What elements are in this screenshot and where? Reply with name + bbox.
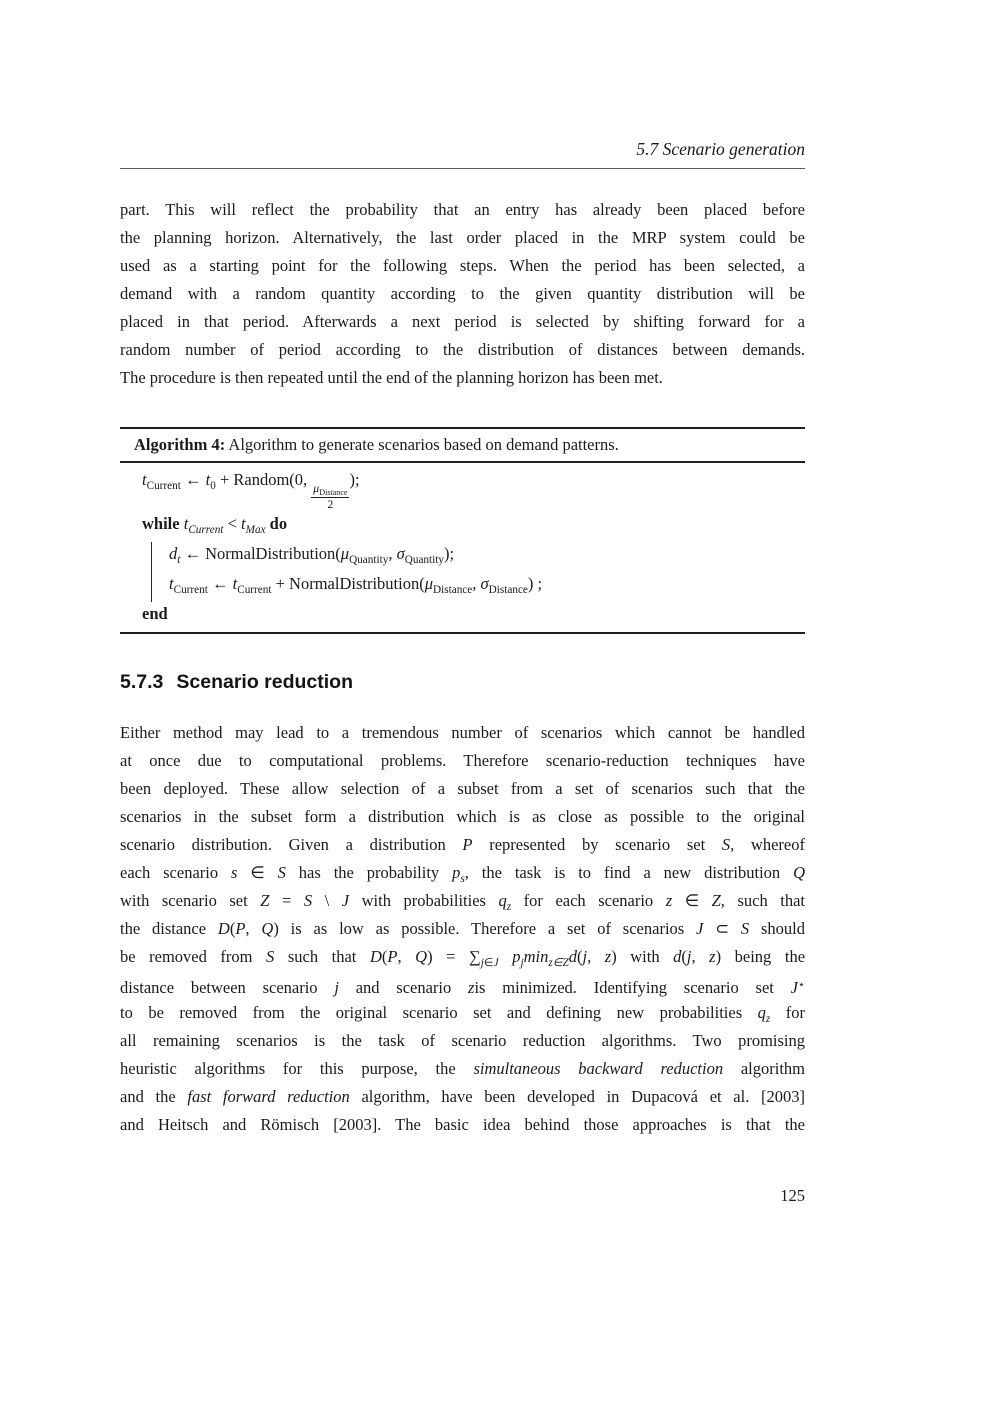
text-line: all remaining scenarios is the task of scenario reduction algorithms. Two promising <box>120 1031 805 1050</box>
text-line: each scenario s ∈ S has the probability $p_s$, the task is to find a new distribution Q <box>120 863 806 885</box>
text-line: and the fast forward reduction algorithm, have been developed in Dupacová et al. [2003] <box>120 1087 805 1106</box>
text-line: The procedure is then repeated until the end of the planning horizon has been met. <box>120 368 663 387</box>
text-line: been deployed. These allow selection of a subset from a set of scenarios such that the <box>120 779 805 798</box>
text-line: part. This will reflect the probability that an entry has already been placed before <box>120 200 805 219</box>
text-line: to be removed from the original scenario set and defining new probabilities $q_z$ for <box>120 1003 805 1025</box>
algorithm-body <box>120 463 805 632</box>
text-line: heuristic algorithms for this purpose, the simultaneous backward reduction algorithm <box>120 1059 806 1078</box>
text-line: be removed from S such that D(P, $Q) = \sum_{j\in J}$ $p_j\min_{z\in Z}d(j$, z) with d(j, z) being the <box>120 947 806 969</box>
text-line: the planning horizon. Alternatively, the last order placed in the MRP system could be <box>120 228 805 247</box>
section-heading <box>120 671 353 694</box>
algorithm-statement: $t_{Current}$ ← $t_0$ + Random(0, $\frac{\mu_{Distance}}{2}$ ); <box>142 470 360 512</box>
text-line: demand with a random quantity according to the given quantity distribution will be <box>120 284 805 303</box>
algorithm-caption <box>120 429 805 463</box>
paragraph-intro <box>120 196 805 392</box>
algorithm-label: Algorithm 4: <box>134 435 226 454</box>
running-header <box>120 138 805 169</box>
text-line: with scenario set Z = S \ J with probabilities $q_z$ for each scenario z ∈ Z, such that <box>120 891 805 913</box>
algorithm-statement: end <box>142 603 168 623</box>
text-line: the distance D(P, Q) is as low as possible. Therefore a set of scenarios J ⊂ S should <box>120 919 805 938</box>
section-title: Scenario reduction <box>176 671 353 693</box>
text-line: used as a starting point for the following steps. When the period has been selected, a <box>120 256 805 275</box>
algorithm-statement: $d_t$ ← $NormalDistribution(\mu_{Quantity}$, $\sigma_{Quantity}$); <box>169 543 455 566</box>
algorithm-statement: $t_{Current}$ ← $t_{Current}$ + $NormalDistribution(\mu_{Distance}$, $\sigma_{Distance}$) ; <box>169 573 543 596</box>
paragraph-scenario-reduction <box>120 719 805 1139</box>
text-line: scenarios in the subset form a distribution which is as close as possible to the original <box>120 807 805 826</box>
text-line: distance between scenario j and scenario zis minimized. Identifying scenario set J⋆ <box>120 978 805 998</box>
text-line: scenario distribution. Given a distribution P represented by scenario set S, whereof <box>120 835 805 854</box>
text-line: and Heitsch and Römisch [2003]. The basic idea behind those approaches is that the <box>120 1115 805 1134</box>
text-line: Either method may lead to a tremendous number of scenarios which cannot be handled <box>120 723 805 742</box>
text-line: placed in that period. Afterwards a next period is selected by shifting forward for a <box>120 312 805 331</box>
text-line: at once due to computational problems. Therefore scenario-reduction techniques have <box>120 751 805 770</box>
algorithm-statement: while $t_{Current} < t_{Max}$ do <box>142 513 288 536</box>
algorithm-box <box>120 427 805 634</box>
while-block <box>151 542 805 602</box>
page-number: 125 <box>780 1186 805 1205</box>
text-line: random number of period according to the distribution of distances between demands. <box>120 340 805 359</box>
running-header-title: 5.7 Scenario generation <box>636 139 805 159</box>
algorithm-caption-text: Algorithm to generate scenarios based on demand patterns. <box>228 435 619 454</box>
section-number: 5.7.3 <box>120 671 164 693</box>
